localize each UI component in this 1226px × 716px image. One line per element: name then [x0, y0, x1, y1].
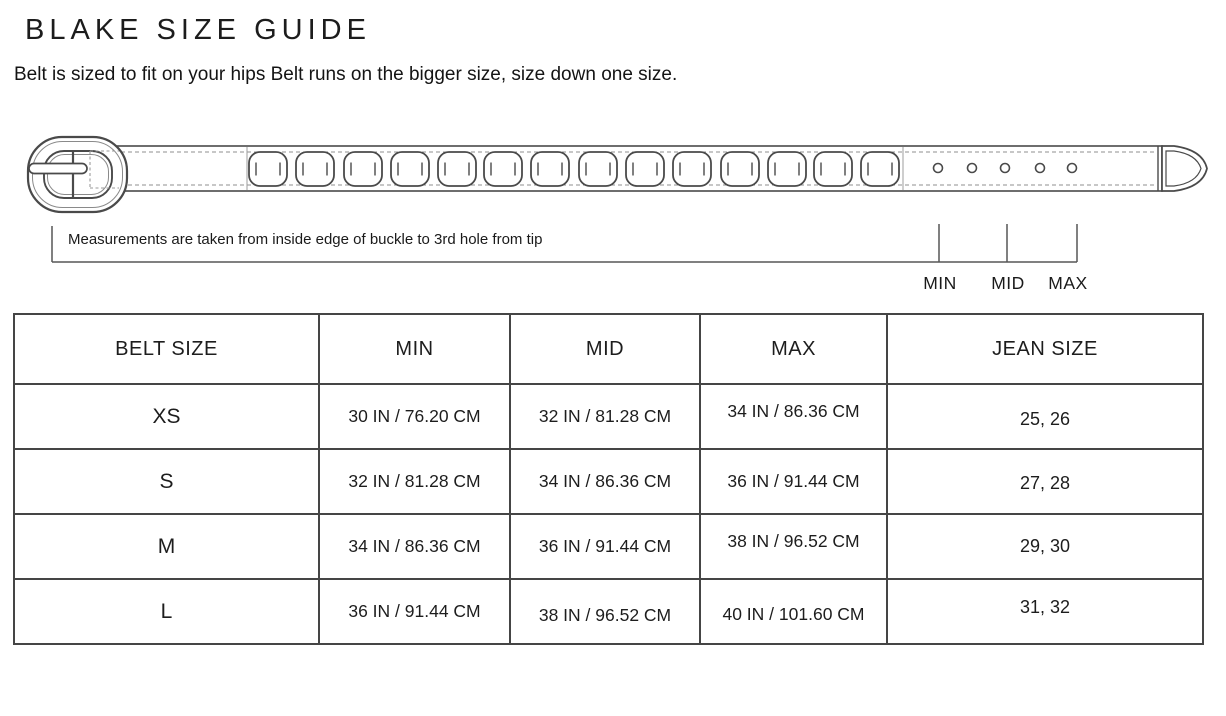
belt-drawing-svg [0, 0, 1226, 300]
cell-min: 34 IN / 86.36 CM [319, 514, 510, 579]
cell-belt-size: S [14, 449, 319, 514]
cell-mid: 36 IN / 91.44 CM [510, 514, 700, 579]
label-min: MIN [923, 273, 957, 293]
cell-max: 38 IN / 96.52 CM [700, 514, 887, 579]
header-mid: MID [510, 314, 700, 384]
table-header-row [14, 314, 1203, 384]
cell-max: 34 IN / 86.36 CM [700, 384, 887, 449]
header-belt-size: BELT SIZE [14, 314, 319, 384]
table-row-s [14, 449, 1203, 514]
measurement-note: Measurements are taken from inside edge of buckle to 3rd hole from tip [68, 231, 543, 248]
cell-min: 36 IN / 91.44 CM [319, 579, 510, 644]
size-table [13, 313, 1204, 645]
belt-tip [1158, 146, 1207, 191]
cell-mid: 32 IN / 81.28 CM [510, 384, 700, 449]
cell-jean-size: 29, 30 [887, 514, 1203, 579]
label-max: MAX [1048, 273, 1088, 293]
cell-mid: 38 IN / 96.52 CM [510, 579, 700, 644]
belt-buckle [28, 137, 127, 212]
cell-max: 40 IN / 101.60 CM [700, 579, 887, 644]
cell-jean-size: 31, 32 [887, 579, 1203, 644]
cell-belt-size: M [14, 514, 319, 579]
label-mid: MID [991, 273, 1025, 293]
header-jean-size: JEAN SIZE [887, 314, 1203, 384]
cell-belt-size: XS [14, 384, 319, 449]
cell-jean-size: 27, 28 [887, 449, 1203, 514]
cell-mid: 34 IN / 86.36 CM [510, 449, 700, 514]
page-title: BLAKE SIZE GUIDE [25, 14, 371, 46]
cell-min: 30 IN / 76.20 CM [319, 384, 510, 449]
cell-jean-size: 25, 26 [887, 384, 1203, 449]
header-max: MAX [700, 314, 887, 384]
table-row-m [14, 514, 1203, 579]
cell-max: 36 IN / 91.44 CM [700, 449, 887, 514]
cell-belt-size: L [14, 579, 319, 644]
belt-illustration [0, 0, 1226, 300]
page-subtitle: Belt is sized to fit on your hips Belt runs on the bigger size, size down one size. [14, 64, 678, 85]
table-row-xs [14, 384, 1203, 449]
table-row-l [14, 579, 1203, 644]
cell-min: 32 IN / 81.28 CM [319, 449, 510, 514]
header-min: MIN [319, 314, 510, 384]
